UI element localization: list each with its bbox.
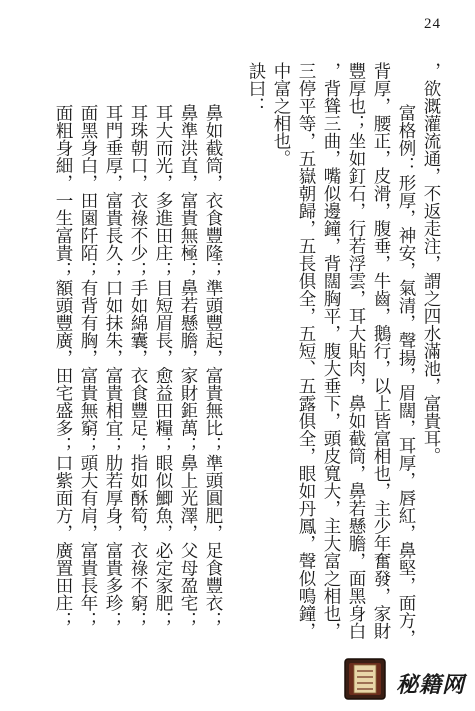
- text-column-3: 背厚，腰正，皮滑，腹垂，牛齒，鵝行，以上皆富相也，主少年奮發，家財: [371, 62, 391, 640]
- text-column-12: 耳珠朝口，衣祿不少；手如綿囊，衣食豐足；指如酥筍，衣祿不窮；: [128, 104, 148, 629]
- text-column-6: 三停平等，五嶽朝歸，五長俱全，五短、五露俱全，眼如丹鳳，聲似鳴鐘，: [296, 62, 316, 640]
- text-column-7: 中富之相也。: [271, 62, 291, 167]
- text-column-11: 耳大而光，多進田庄；目短眉長，愈益田糧；眼似鯽魚，必定家肥；: [153, 104, 173, 629]
- page-number: 24: [424, 16, 441, 32]
- text-column-5: ，背聳三曲，嘴似邊鐘，背闊胸平，腹大垂下，頭皮寬大，主大富之相也，: [321, 62, 341, 640]
- text-column-10: 鼻準洪直，富貴無極；鼻若懸膽，家財鉅萬；鼻上光澤，父母盈宅；: [178, 104, 198, 629]
- book-icon: [345, 659, 385, 699]
- text-column-1: ，欲溉灌流通，不返走注，謂之四水滿池，富貴耳。: [421, 62, 441, 465]
- text-column-4: 豐厚也；坐如釘石，行若浮雲，耳大貼肉，鼻如截筒，鼻若懸膽，面黑身白: [346, 62, 366, 640]
- text-column-8: 訣曰：: [246, 62, 266, 115]
- text-column-13: 耳門垂厚，富貴長久；口如抹朱，富貴相宜；肋若厚身，富貴多珍；: [103, 104, 123, 629]
- site-name: 秘籍网: [395, 672, 465, 698]
- text-column-2: 富格例：形厚，神安，氣清，聲揚，眉闊，耳厚，唇紅，鼻堅，面方，: [396, 104, 416, 647]
- text-column-14: 面黑身白，田園阡陌；有背有胸，富貴無窮；頭大有肩，富貴長年；: [78, 104, 98, 629]
- text-column-15: 面粗身細，一生富貴；額頭豐廣，田宅盛多；口紫面方，廣置田庄；: [53, 104, 73, 629]
- text-column-9: 鼻如截筒，衣食豐隆；準頭豐起，富貴無比；準頭圓肥，足食豐衣；: [203, 104, 223, 629]
